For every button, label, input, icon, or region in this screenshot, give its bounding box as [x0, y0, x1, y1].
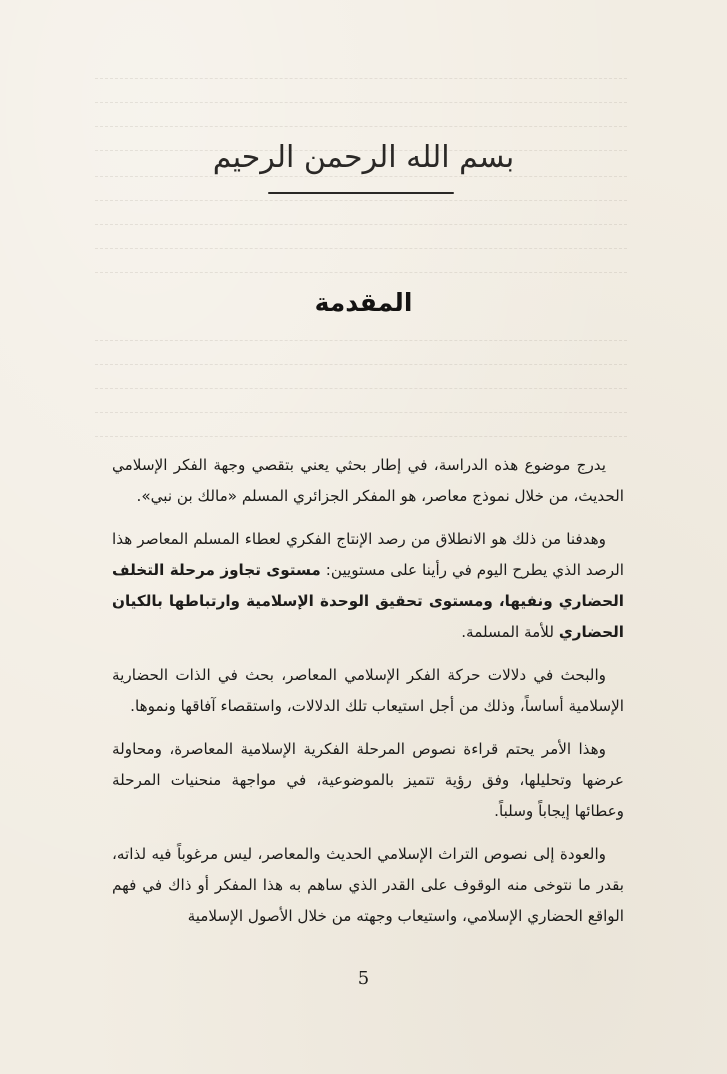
text-run: والعودة إلى نصوص التراث الإسلامي الحديث والمعاصر، ليس مرغوباً فيه لذاته، بقدر ما نتوخى منه الوقوف على القدر الذي ساهم به هذا المفكر أو ذاك في فهم الواقع الحضاري الإسلامي، واستيعاب وجهته من خلال الأصول الإسلامية [112, 845, 624, 925]
bleed-line [95, 102, 627, 104]
bleed-line [95, 78, 627, 80]
bold-phrase: مستوى تجاوز مرحلة التخلف الحضاري ونفيها، ومستوى تحقيق الوحدة الإسلامية وارتباطها بالكيان الحضاري [112, 561, 624, 641]
paragraph [112, 450, 624, 512]
page-number: 5 [357, 968, 370, 989]
paragraph [112, 839, 624, 932]
basmala-calligraphy: بسم الله الرحمن الرحيم [212, 140, 515, 175]
bleed-line [95, 412, 627, 414]
text-run: للأمة المسلمة. [461, 623, 559, 641]
page-title: المقدمة [314, 288, 413, 317]
text-run: وهدفنا من ذلك هو الانطلاق من رصد الإنتاج الفكري لعطاء المسلم المعاصر هذا الرصد الذي يطرح اليوم في رأينا على مستويين: [112, 530, 624, 579]
bleed-line [95, 126, 627, 128]
bleed-line [95, 388, 627, 390]
bleed-line [95, 248, 627, 250]
body-text [112, 450, 624, 944]
bleed-line [95, 272, 627, 274]
text-run: والبحث في دلالات حركة الفكر الإسلامي المعاصر، بحث في الذات الحضارية الإسلامية أساساً، وذلك من أجل استيعاب تلك الدلالات، واستقصاء آفاقها ونموها. [112, 666, 624, 715]
basmala-underline [268, 192, 454, 194]
bleed-line [95, 436, 627, 438]
bleed-line [95, 340, 627, 342]
paragraph [112, 734, 624, 827]
text-run: وهذا الأمر يحتم قراءة نصوص المرحلة الفكرية الإسلامية المعاصرة، ومحاولة عرضها وتحليلها، وفق رؤية تتميز بالموضوعية، في مواجهة منحنيات المرحلة وعطائها إيجاباً وسلباً. [112, 740, 624, 820]
paragraph [112, 524, 624, 648]
bleed-line [95, 200, 627, 202]
bleed-line [95, 224, 627, 226]
paragraph [112, 660, 624, 722]
bleed-line [95, 176, 627, 178]
bleed-line [95, 364, 627, 366]
text-run: يدرج موضوع هذه الدراسة، في إطار بحثي يعني بتقصي وجهة الفكر الإسلامي الحديث، من خلال نموذج معاصر، هو المفكر الجزائري المسلم «مالك بن نبي». [112, 456, 624, 505]
